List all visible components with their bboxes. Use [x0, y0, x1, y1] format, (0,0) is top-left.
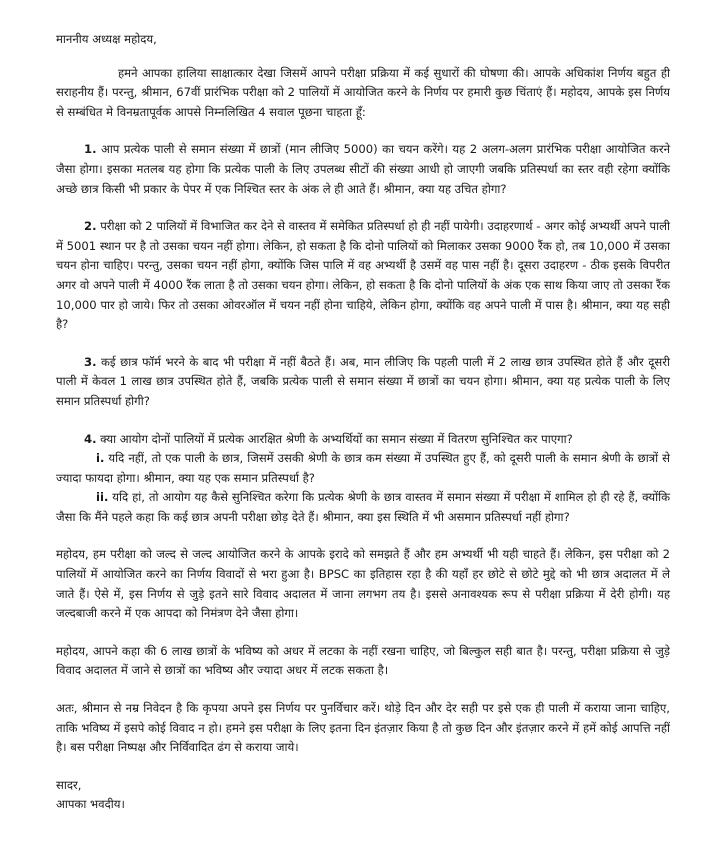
- question-4-sub-i-number: i.: [96, 451, 105, 466]
- question-4-sub-i: [56, 449, 670, 488]
- question-4: [56, 430, 670, 528]
- question-4-sub-ii: [56, 488, 670, 527]
- question-2: [56, 217, 670, 335]
- question-4-sub-ii-text: यदि हां, तो आयोग यह कैसे सुनिश्चित करेगा कि प्रत्येक श्रेणी के छात्र वास्तव में समान संख्या में परीक्षा में शामिल हो ही रहे हैं, क्योंकि जैसा कि मैंने पहले कहा कि कई छात्र अपनी परीक्षा छोड़ देते हैं। श्रीमान, क्या इस स्थिति में भी असमान प्रतिस्पर्धा नहीं होगा?: [56, 490, 670, 524]
- question-3-text: कई छात्र फॉर्म भरने के बाद भी परीक्षा में नहीं बैठते हैं। अब, मान लीजिए कि पहली पाली में 2 लाख छात्र उपस्थित होते हैं और दूसरी पाली में केवल 1 लाख छात्र उपस्थित होते हैं, जबकि प्रत्येक पाली से समान संख्या में छात्रों का चयन होगा। श्रीमान, क्या यह प्रत्येक पाली के लिए समान प्रतिस्पर्धा होगी?: [56, 354, 670, 408]
- question-1: [56, 140, 670, 199]
- intro-paragraph: हमने आपका हालिया साक्षात्कार देखा जिसमें आपने परीक्षा प्रक्रिया में कई सुधारों की घोषणा की। आपके अधिकांश निर्णय बहुत ही सराहनीय हैं। परन्तु, श्रीमान, 67वीं प्रारंभिक परीक्षा को 2 पालियों में आयोजित करने के निर्णय पर हमारी कुछ चिंताएं हैं। महोदय, आपके इस निर्णय से सम्बंधित मे विनम्रतापूर्वक आपसे निम्नलिखित 4 सवाल पूछना चाहता हूँ:: [56, 65, 670, 119]
- question-4-sub-i-text: यदि नहीं, तो एक पाली के छात्र, जिसमें उसकी श्रेणी के छात्र कम संख्या में उपस्थित हुए हैं, को दूसरी पाली के समान श्रेणी के छात्रों से ज्यादा फायदा होगा। श्रीमान, क्या यह एक समान प्रतिस्पर्धा है?: [56, 451, 670, 485]
- question-2-number: 2.: [84, 219, 97, 234]
- question-3: [56, 353, 670, 412]
- question-4-text: क्या आयोग दोनों पालियों में प्रत्येक आरक्षित श्रेणी के अभ्यर्थियों का समान संख्या में वितरण सुनिश्चित कर पाएगा?: [100, 431, 573, 446]
- question-4-number: 4.: [84, 431, 97, 446]
- question-4-sub-ii-number: ii.: [96, 490, 109, 505]
- question-1-text: आप प्रत्येक पाली से समान संख्या में छात्रों (मान लीजिए 5000) का चयन करेंगे। यह 2 अलग-अलग प्रारंभिक परीक्षा आयोजित करने जैसा होगा। इसका मतलब यह होगा कि प्रत्येक पाली के लिए उपलब्ध सीटों की संख्या आधी हो जाएगी जबकि प्रतिस्पर्धा का स्तर वही रहेगा क्योंकि अच्छे छात्र किसी भी प्रकार के पेपर में एक निश्चित स्तर के अंक ले ही आते हैं। श्रीमान, क्या यह उचित होगा?: [56, 142, 671, 196]
- question-4-main: [56, 430, 670, 450]
- closing-signoff: आपका भवदीय।: [56, 797, 125, 812]
- question-3-number: 3.: [84, 354, 97, 369]
- question-2-text: परीक्षा को 2 पालियों में विभाजित कर देने से वास्तव में समेकित प्रतिस्पर्धा हो ही नहीं पायेगी। उदाहरणार्थ - अगर कोई अभ्यर्थी अपने पाली में 5001 स्थान पर है तो उसका चयन नहीं होगा। लेकिन, हो सकता है कि दोनो पालियों को मिलाकर उसका 9000 रैंक हो, तब 10,000 में उसका चयन होना चाहिए। परन्तु, उसका चयन नहीं होगा, क्योंकि जिस पालि में वह अभ्यर्थी है उसमें वह पास नहीं है। दूसरा उदाहरण - ठीक इसके विपरीत अगर वो अपने पाली में 4000 रैंक लाता है तो उसका चयन होगा। लेकिन, हो सकता है कि दोनो पालियों के अंक एक साथ किया जाए तो उसका रैंक 10,000 पार हो जाये। फिर तो उसका ओवरऑल में चयन नहीं होना चाहिये, लेकिन होगा, क्योंकि वह अपने पाली में पास है। श्रीमान, क्या यह सही है?: [56, 219, 670, 332]
- paragraph-6: महोदय, आपने कहा की 6 लाख छात्रों के भविष्य को अधर में लटका के नहीं रखना चाहिए, जो बिल्कुल सही बात है। परन्तु, परीक्षा प्रक्रिया से जुड़े विवाद अदालत में जाने से छात्रों का भविष्य और ज्यादा अधर में लटक सकता है।: [56, 643, 670, 678]
- paragraph-5: महोदय, हम परीक्षा को जल्द से जल्द आयोजित करने के आपके इरादे को समझते हैं और हम अभ्यर्थी भी यही चाहते हैं। लेकिन, इस परीक्षा को 2 पालियों में आयोजित करने का निर्णय विवादों से भरा हुआ है। BPSC का इतिहास रहा है की यहाँ हर छोटे से छोटे मुद्दे को भी छात्र अदालत में ले जाते हैं। ऐसे में, इस निर्णय से जुड़े इतने सारे विवाद अदालत में जाना लगभग तय है। इससे अनावश्यक रूप से परीक्षा प्रक्रिया में देरी होगी। यह जल्दबाजी करने में एक आपदा को निमंत्रण देने जैसा होगा।: [56, 547, 670, 621]
- salutation: माननीय अध्यक्ष महोदय,: [56, 32, 157, 46]
- paragraph-7: अतः, श्रीमान से नम्र निवेदन है कि कृपया अपने इस निर्णय पर पुनर्विचार करें। थोड़े दिन और देर सही पर इसे एक ही पाली में कराया जाना चाहिए, ताकि भविष्य में इसपे कोई विवाद न हो। हमने इस परीक्षा के लिए इतना दिन इंतज़ार किया है तो कुछ दिन और इंतज़ार करने में हमें कोई आपत्ति नहीं है। बस परीक्षा निष्पक्ष और निर्विवादित ढंग से कराया जाये।: [56, 701, 670, 755]
- question-1-number: 1.: [84, 142, 97, 157]
- closing-regards: सादर,: [56, 777, 82, 792]
